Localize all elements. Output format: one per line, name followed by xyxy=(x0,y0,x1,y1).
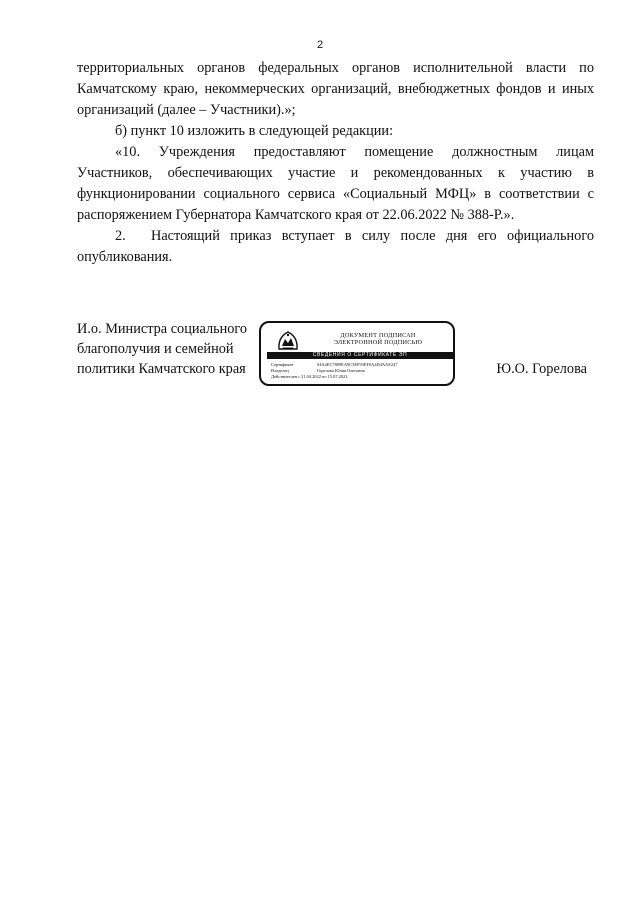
validity-text: Действителен с 21.04.2022 по 15.07.2023 xyxy=(271,374,348,379)
electronic-signature-stamp xyxy=(259,321,455,386)
certificate-label: Сертификат xyxy=(271,362,294,367)
paragraph-continuation: территориальных органов федеральных органов исполнительной власти по Камчатскому краю, некоммерческих организаций, внебюджетных фондов и иных организаций (далее – Участники).»; xyxy=(77,60,594,118)
stamp-owner-row xyxy=(271,368,365,373)
item-text: Настоящий приказ вступает в силу после дня его официального опубликования. xyxy=(77,228,594,265)
signer-position xyxy=(77,319,247,379)
stamp-title: ДОКУМЕНТ ПОДПИСАН xyxy=(340,332,416,339)
signer-position-line: И.о. Министра социального xyxy=(77,321,248,337)
paragraph-subitem-b: б) пункт 10 изложить в следующей редакции: xyxy=(115,123,394,139)
signer-position-line: политики Камчатского края xyxy=(77,361,246,377)
stamp-validity-row xyxy=(271,374,347,379)
owner-label: Владелец xyxy=(271,368,289,373)
stamp-subtitle: ЭЛЕКТРОННОЙ ПОДПИСЬЮ xyxy=(333,339,423,346)
stamp-header-bar: СВЕДЕНИЯ О СЕРТИФИКАТЕ ЭП xyxy=(267,352,453,359)
paragraph-quoted-point-10: «10. Учреждения предоставляют помещение должностным лицам Участников, обеспечивающих участие и рекомендованных к участию в функционировании социального сервиса «Социальный МФЦ» в соответствии с распоряжением Губернатора Камчатского края от 22.06.2022 № 388-Р.». xyxy=(77,144,594,223)
signer-position-line: благополучия и семейной xyxy=(77,341,234,357)
owner-value: Горелова Юлия Олеговна xyxy=(317,368,365,373)
item-number: 2. xyxy=(115,228,126,244)
document-body xyxy=(77,58,594,268)
certificate-value: 04A4EC7889EA9C3EF93EF0A4D4AAE247 xyxy=(317,362,398,367)
paragraph-item-2 xyxy=(77,226,594,268)
stamp-certificate-row xyxy=(271,362,398,367)
page-number: 2 xyxy=(316,39,324,51)
coat-of-arms-emblem-icon xyxy=(275,329,301,351)
signer-name: Ю.О. Горелова xyxy=(496,361,587,377)
